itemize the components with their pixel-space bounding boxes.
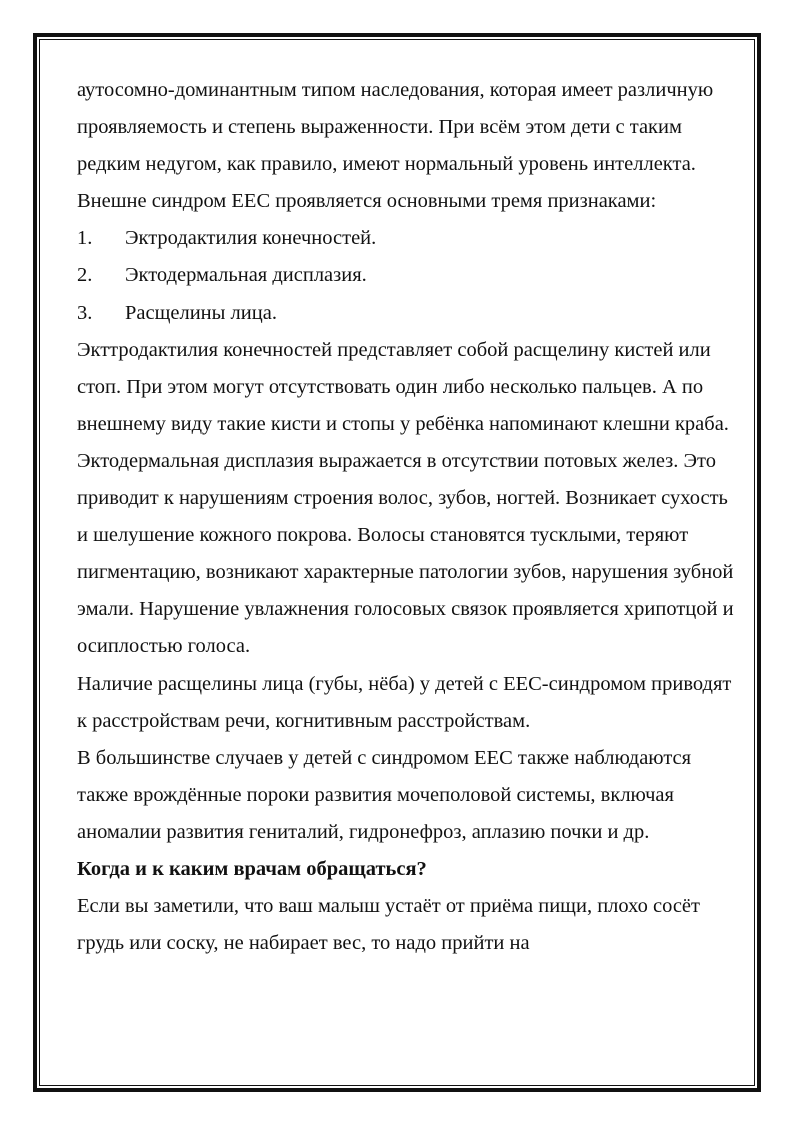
signs-list <box>77 220 737 331</box>
paragraph-ectrodactyly: Экттродактилия конечностей представляет собой расщелину кистей или стоп. При этом могут отсутствовать один либо несколько пальцев. А по внешнему виду такие кисти и стопы у ребёнка напоминают клешни краба. <box>77 338 729 435</box>
list-item <box>77 257 737 294</box>
paragraph-inheritance: аутосомно-доминантным типом наследования, которая имеет различную проявляемость и степень выраженности. При всём этом дети с таким редким недугом, как правило, имеют нормальный уровень интеллекта. <box>77 79 714 176</box>
list-item-text: Эктродактилия конечностей. <box>125 227 377 250</box>
list-item-number: 3. <box>77 301 93 324</box>
list-item-number: 2. <box>77 264 93 287</box>
list-item <box>77 220 737 257</box>
list-item-text: Эктодермальная дисплазия. <box>125 264 367 287</box>
paragraph-when-to-see-doctor: Если вы заметили, что ваш малыш устаёт от приёма пищи, плохо сосёт грудь или соску, не набирает вес, то надо прийти на <box>77 895 700 955</box>
paragraph-facial-cleft: Наличие расщелины лица (губы, нёба) у детей с ЕЕС-синдромом приводят к расстройствам речи, когнитивным расстройствам. <box>77 672 732 732</box>
paragraph-signs-intro: Внешне синдром ЕЕС проявляется основными тремя признаками: <box>77 190 657 213</box>
paragraph-urogenital: В большинстве случаев у детей с синдромом ЕЕС также наблюдаются также врождённые пороки развития мочеполовой системы, включая аномалии развития гениталий, гидронефроз, аплазию почки и др. <box>77 746 692 843</box>
section-heading: Когда и к каким врачам обращаться? <box>77 857 427 880</box>
document-body <box>77 72 737 962</box>
list-item-text: Расщелины лица. <box>125 301 277 324</box>
paragraph-ectodermal-dysplasia: Эктодермальная дисплазия выражается в отсутствии потовых желез. Это приводит к нарушениям строения волос, зубов, ногтей. Возникает сухость и шелушение кожного покрова. Волосы становятся тусклыми, теряют пигментацию, возникают характерные патологии зубов, нарушения зубной эмали. Нарушение увлажнения голосовых связок проявляется хрипотцой и осиплостью голоса. <box>77 449 734 658</box>
list-item <box>77 295 737 332</box>
list-item-number: 1. <box>77 227 93 250</box>
